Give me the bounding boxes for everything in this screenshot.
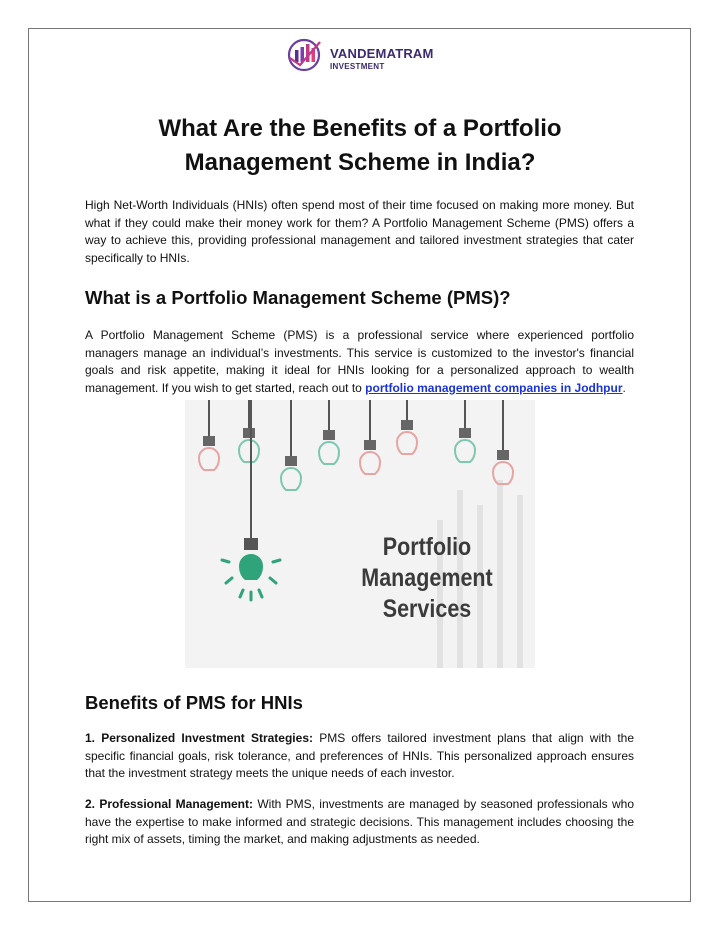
bulb-icon	[239, 400, 259, 462]
portfolio-management-image	[185, 400, 535, 668]
benefit-text: PMS offers tailored investment plans that align with the specific financial goals, risk tolerance, and preferences of HNIs. This personalized approach ensures that the investment strategy meets the unique needs of each investor.	[85, 731, 634, 780]
logo-subtitle: INVESTMENT	[330, 62, 385, 71]
what-is-pms-paragraph	[85, 327, 634, 397]
logo-name: VANDEMATRAM	[330, 46, 434, 61]
glowing-bulb-icon	[222, 400, 280, 600]
section-heading-what-is-pms: What is a Portfolio Management Scheme (PMS)?	[85, 287, 511, 308]
bulb-icon	[397, 400, 417, 454]
caption-line: Portfolio	[382, 533, 472, 561]
benefit-text: With PMS, investments are managed by seasoned professionals who have the expertise to make informed and strategic decisions. This management includes choosing the right mix of assets, timing the market, and making adjustments as needed.	[85, 797, 635, 846]
paragraph-end: .	[622, 380, 626, 395]
benefit-lead: 1. Personalized Investment Strategies:	[85, 731, 313, 745]
intro-paragraph: High Net-Worth Individuals (HNIs) often spend most of their time focused on making more money. But what if they could make their money work for them? A Portfolio Management Scheme (PMS) offers a way to achieve this, providing professional management and tailored investment strategies that cater specifically to HNIs.	[85, 198, 634, 265]
portfolio-companies-link[interactable]: portfolio management companies in Jodhpur	[365, 380, 623, 395]
image-caption	[341, 532, 513, 625]
what-is-pms-text: A Portfolio Management Scheme (PMS) is a professional service where experienced portfolio managers manage an individual’s investments. This service is customized to the investor's financial goals and risk appetite, making it ideal for HNIs looking for a personalized approach to wealth management. If you wish to get started, reach out to	[85, 328, 634, 395]
logo-mark-icon	[286, 38, 326, 72]
bulb-icon	[455, 400, 475, 462]
section-heading-benefits: Benefits of PMS for HNIs	[85, 692, 303, 713]
caption-line: Services	[382, 595, 472, 623]
benefit-item	[85, 796, 634, 849]
bulb-icon	[493, 400, 513, 484]
caption-line: Management	[361, 564, 493, 592]
benefit-item	[85, 730, 634, 783]
company-logo[interactable]	[286, 38, 436, 78]
benefit-lead: 2. Professional Management:	[85, 797, 254, 811]
page-title: What Are the Benefits of a Portfolio Management Scheme in India?	[158, 115, 562, 176]
bulb-icon	[319, 400, 339, 464]
bulb-icon	[281, 400, 301, 490]
bulb-icon	[199, 400, 219, 470]
bulb-icon	[360, 400, 380, 474]
